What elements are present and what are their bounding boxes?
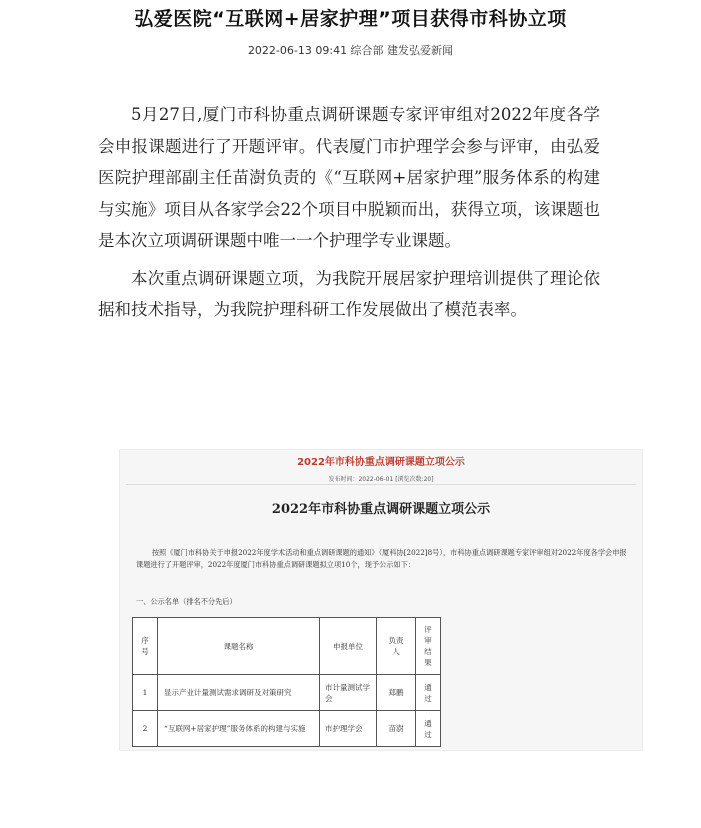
- cell-lead: 郑鹏: [377, 675, 416, 711]
- cell-result: 通过: [416, 675, 441, 711]
- article-title: 弘爱医院“互联网+居家护理”项目获得市科协立项: [134, 8, 567, 30]
- table-row: [133, 675, 441, 711]
- cell-unit: 市护理学会: [320, 711, 377, 747]
- cell-name: 显示产业计量测试需求调研及对策研究: [158, 675, 320, 711]
- table-header-row: [133, 618, 441, 675]
- header-no: 序号: [133, 618, 158, 675]
- article-body: [98, 99, 600, 332]
- cell-no: 1: [133, 675, 158, 711]
- header-name: 课题名称: [158, 618, 320, 675]
- announcement-red-title: 2022年市科协重点调研课题立项公示: [297, 457, 465, 468]
- cell-no: 2: [133, 711, 158, 747]
- cell-unit: 市计量测试学会: [320, 675, 377, 711]
- announcement-divider: [126, 484, 636, 485]
- cell-lead: 苗澍: [377, 711, 416, 747]
- announcement-table: [132, 617, 441, 747]
- announcement-title: 2022年市科协重点调研课题立项公示: [271, 502, 491, 517]
- announcement-published: 发布时间：2022-06-01 [浏览次数:20]: [328, 476, 434, 483]
- article-paragraph-1: 5月27日,厦门市科协重点调研课题专家评审组对2022年度各学会申报课题进行了开题评审。代表厦门市护理学会参与评审，由弘爱医院护理部副主任苗澍负责的《“互联网+居家护理”服务体系的构建与实施》项目从各家学会22个项目中脱颖而出，获得立项，该课题也是本次立项调研课题中唯一一个护理学专业课题。: [98, 105, 600, 250]
- announcement-list-title: 一、公示名单（排名不分先后）: [136, 597, 237, 606]
- article-meta: 2022-06-13 09:41 综合部 建发弘爱新闻: [247, 44, 454, 57]
- header-lead: 负责人: [377, 618, 416, 675]
- announcement-body: 按照《厦门市科协关于申报2022年度学术活动和重点调研课题的通知》（厦科协[2022]8号），市科协重点调研课题专家评审组对2022年度各学会申报课题进行了开题评审，2022年度厦门市科协重点调研课题拟立项10个，现予公示如下：: [136, 548, 627, 569]
- table-row: [133, 711, 441, 747]
- header-unit: 申报单位: [320, 618, 377, 675]
- article-paragraph-2: 本次重点调研课题立项，为我院开展居家护理培训提供了理论依据和技术指导，为我院护理科研工作发展做出了模范表率。: [98, 268, 600, 319]
- announcement-screenshot: [119, 449, 643, 751]
- cell-name: “互联网+居家护理”服务体系的构建与实施: [158, 711, 320, 747]
- header-result: 评审结果: [416, 618, 441, 675]
- cell-result: 通过: [416, 711, 441, 747]
